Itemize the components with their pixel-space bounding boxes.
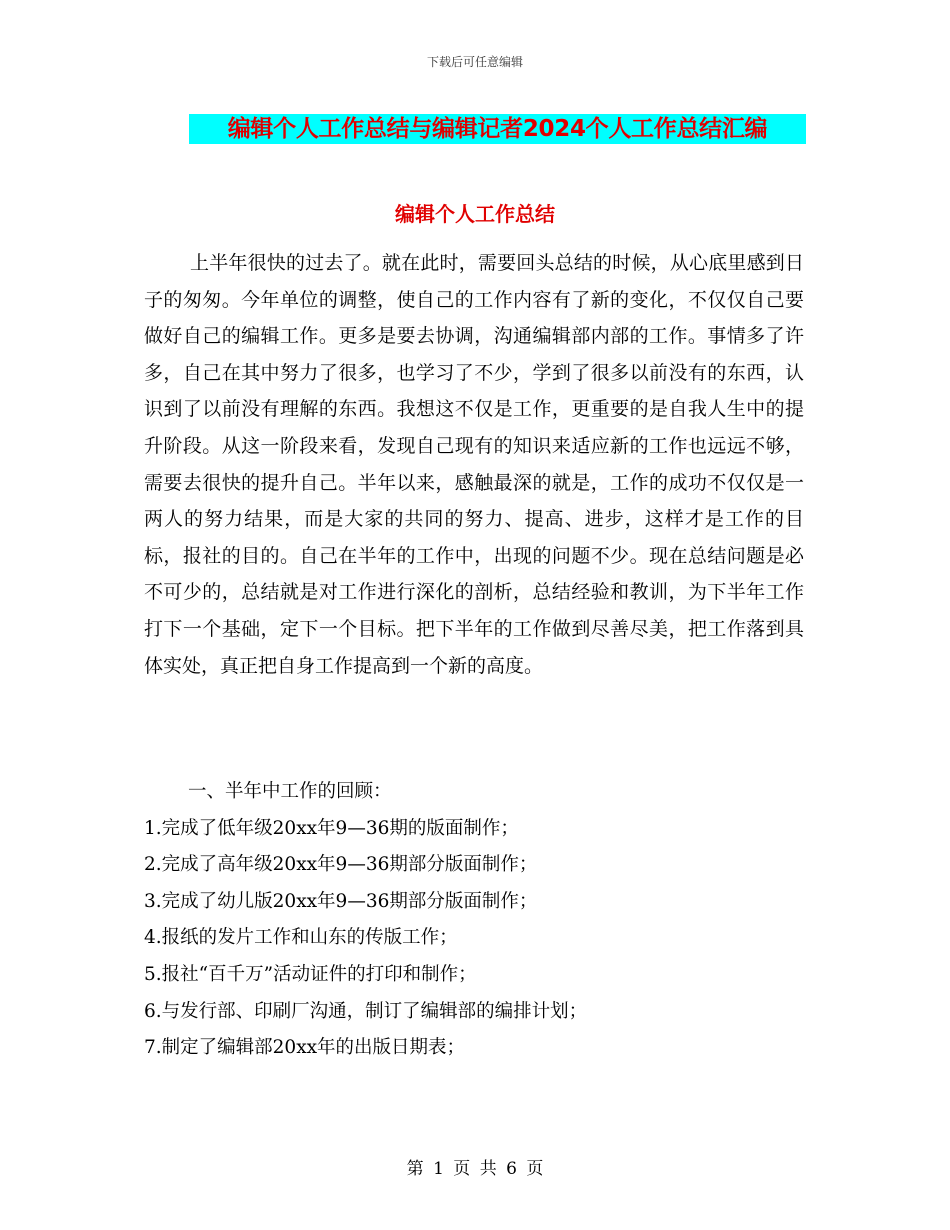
review-list <box>144 774 804 1067</box>
list-item: 5.报社“百千万”活动证件的打印和制作； <box>144 963 477 985</box>
list-item: 7.制定了编辑部20xx年的出版日期表； <box>144 1037 466 1059</box>
document-title: 编辑个人工作总结与编辑记者2024个人工作总结汇编 <box>189 114 806 144</box>
list-item: 3.完成了幼儿版20xx年9—36期部分版面制作； <box>144 890 538 912</box>
body-paragraph: 上半年很快的过去了。就在此时，需要回头总结的时候，从心底里感到日子的匆匆。今年单位的调整，使自己的工作内容有了新的变化，不仅仅自己要做好自己的编辑工作。更多是要去协调，沟通编辑部内部的工作。事情多了许多，自己在其中努力了很多，也学习了不少，学到了很多以前没有的东西，认识到了以前没有理解的东西。我想这不仅是工作，更重要的是自我人生中的提升阶段。从这一阶段来看，发现自己现有的知识来适应新的工作也远远不够，需要去很快的提升自己。半年以来，感触最深的就是，工作的成功不仅仅是一两人的努力结果，而是大家的共同的努力、提高、进步，这样才是工作的目标，报社的目的。自己在半年的工作中，出现的问题不少。现在总结问题是必不可少的，总结就是对工作进行深化的剖析，总结经验和教训，为下半年工作打下一个基础，定下一个目标。把下半年的工作做到尽善尽美，把工作落到具体实处，真正把自身工作提高到一个新的高度。 <box>144 252 804 677</box>
page-footer: 第 1 页 共 6 页 <box>406 1159 544 1179</box>
header-note: 下载后可任意编辑 <box>426 55 523 69</box>
review-heading: 一、半年中工作的回顾： <box>188 781 392 802</box>
section-title: 编辑个人工作总结 <box>395 202 555 226</box>
list-item: 1.完成了低年级20xx年9—36期的版面制作； <box>144 817 519 839</box>
list-item: 2.完成了高年级20xx年9—36期部分版面制作； <box>144 854 538 876</box>
list-item: 6.与发行部、印刷厂沟通，制订了编辑部的编排计划； <box>144 1000 588 1022</box>
list-item: 4.报纸的发片工作和山东的传版工作； <box>144 927 458 949</box>
